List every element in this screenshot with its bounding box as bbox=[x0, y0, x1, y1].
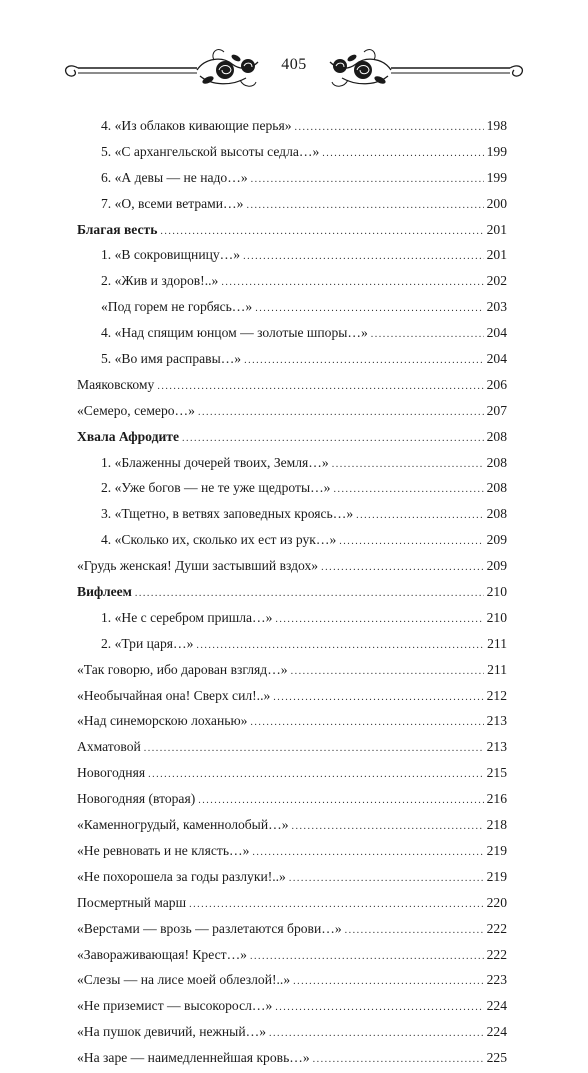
toc-entry bbox=[77, 657, 507, 683]
toc-entry bbox=[77, 734, 507, 760]
toc-entry bbox=[77, 320, 507, 346]
toc-entry-page: 202 bbox=[486, 273, 507, 289]
dot-leader bbox=[293, 969, 483, 995]
toc-entry bbox=[77, 242, 507, 268]
toc-entry-page: 206 bbox=[486, 376, 507, 392]
dot-leader bbox=[252, 840, 483, 866]
toc-entry-page: 212 bbox=[486, 687, 507, 703]
dot-leader bbox=[196, 633, 484, 659]
toc-entry-title: «Не ревновать и не клясть…» bbox=[77, 842, 250, 858]
toc-entry-title: 4. «Из облаков кивающие перья» bbox=[101, 118, 292, 133]
toc-entry-page: 209 bbox=[486, 558, 507, 574]
dot-leader bbox=[251, 167, 484, 193]
toc-entry-title: 3. «Тщетно, в ветвях заповедных кроясь…» bbox=[101, 506, 354, 522]
toc-entry bbox=[77, 683, 507, 709]
toc-entry bbox=[77, 553, 507, 579]
toc-entry-page: 198 bbox=[486, 118, 507, 133]
toc-entry-page: 224 bbox=[486, 998, 507, 1014]
toc-entry-title: Маяковскому bbox=[77, 376, 155, 392]
toc-entry bbox=[77, 967, 507, 993]
toc-entry-title: Хвала Афродите bbox=[77, 428, 179, 444]
toc-entry-page: 204 bbox=[486, 325, 507, 341]
dot-leader bbox=[371, 322, 484, 348]
page-number: 405 bbox=[281, 56, 307, 73]
toc-entry-page: 201 bbox=[486, 221, 507, 237]
toc-entry-page: 215 bbox=[486, 765, 507, 781]
dot-leader bbox=[243, 244, 484, 270]
toc-entry-title: Посмертный марш bbox=[77, 894, 187, 910]
toc-entry bbox=[77, 916, 507, 942]
toc-entry-page: 211 bbox=[487, 635, 507, 651]
dot-leader bbox=[221, 270, 483, 296]
toc-entry bbox=[77, 398, 507, 424]
toc-entry-page: 211 bbox=[487, 661, 507, 677]
toc-entry-page: 208 bbox=[486, 506, 507, 522]
toc-entry-title: 1. «В сокровищницу…» bbox=[101, 247, 241, 263]
dot-leader bbox=[250, 944, 484, 970]
toc-entry-page: 213 bbox=[486, 739, 507, 755]
toc-entry-title: Новогодняя bbox=[77, 765, 146, 781]
toc-entry-page: 208 bbox=[486, 428, 507, 444]
toc-entry bbox=[77, 1045, 507, 1071]
dot-leader bbox=[322, 141, 483, 167]
toc-entry bbox=[77, 864, 507, 890]
toc-entry bbox=[77, 113, 507, 139]
page-header bbox=[0, 0, 588, 100]
toc-entry-page: 225 bbox=[486, 1050, 507, 1066]
toc-entry bbox=[77, 786, 507, 812]
toc-entry-page: 224 bbox=[486, 1024, 507, 1040]
toc-entry-page: 223 bbox=[486, 972, 507, 988]
dot-leader bbox=[198, 788, 483, 814]
toc-entry-title: Новогодняя (вторая) bbox=[77, 791, 196, 807]
toc-entry-page: 218 bbox=[486, 817, 507, 833]
toc-entry-title: 1. «Не с серебром пришла…» bbox=[101, 609, 273, 625]
toc-entry-page: 207 bbox=[486, 402, 507, 418]
dot-leader bbox=[157, 374, 483, 400]
toc-entry-page: 200 bbox=[486, 195, 507, 211]
toc-entry-title: «Верстами — врозь — разлетаются брови…» bbox=[77, 920, 342, 936]
dot-leader bbox=[148, 762, 484, 788]
toc-entry bbox=[77, 708, 507, 734]
toc-entry bbox=[77, 268, 507, 294]
dot-leader bbox=[275, 995, 483, 1021]
toc-entry bbox=[77, 372, 507, 398]
dot-leader bbox=[295, 115, 484, 141]
toc-entry-title: «На заре — наимедленнейшая кровь…» bbox=[77, 1050, 310, 1066]
toc-entry bbox=[77, 838, 507, 864]
dot-leader bbox=[275, 607, 483, 633]
toc-entry bbox=[77, 527, 507, 553]
toc-entry-page: 204 bbox=[486, 351, 507, 367]
toc-entry-title: «Необычайная она! Сверх сил!..» bbox=[77, 687, 271, 703]
toc-entry-title: «Над синеморскою лоханью» bbox=[77, 713, 248, 729]
toc-entry bbox=[77, 1019, 507, 1045]
toc-entry-title: 7. «О, всеми ветрами…» bbox=[101, 195, 244, 211]
toc-entry-page: 220 bbox=[486, 894, 507, 910]
toc-entry-title: «Под горем не горбясь…» bbox=[101, 299, 253, 315]
dot-leader bbox=[321, 555, 484, 581]
toc-entry-page: 209 bbox=[486, 532, 507, 548]
toc-entry-title: 4. «Над спящим юнцом — золотые шпоры…» bbox=[101, 325, 368, 341]
toc-entry-page: 216 bbox=[486, 791, 507, 807]
toc-entry-title: 5. «С архангельской высоты седла…» bbox=[101, 143, 320, 159]
toc-entry-title: «Так говорю, ибо дарован взгляд…» bbox=[77, 661, 288, 677]
toc-entry-title: 1. «Блаженны дочерей твоих, Земля…» bbox=[101, 454, 329, 470]
toc-entry-page: 213 bbox=[486, 713, 507, 729]
toc-entry-title: Вифлеем bbox=[77, 584, 132, 600]
table-of-contents bbox=[77, 113, 507, 1071]
toc-entry-page: 203 bbox=[486, 299, 507, 315]
dot-leader bbox=[144, 736, 484, 762]
toc-entry bbox=[77, 812, 507, 838]
toc-entry-page: 201 bbox=[486, 247, 507, 263]
dot-leader bbox=[250, 710, 483, 736]
dot-leader bbox=[333, 477, 483, 503]
dot-leader bbox=[273, 685, 483, 711]
dot-leader bbox=[244, 348, 484, 374]
dot-leader bbox=[289, 866, 484, 892]
toc-entry-title: «Не приземист — высокоросл…» bbox=[77, 998, 273, 1014]
toc-entry-title: «Завораживающая! Крест…» bbox=[77, 946, 247, 962]
toc-entry-title: 2. «Жив и здоров!..» bbox=[101, 273, 219, 289]
dot-leader bbox=[198, 400, 484, 426]
dot-leader bbox=[291, 659, 485, 685]
toc-entry bbox=[77, 993, 507, 1019]
toc-entry bbox=[77, 165, 507, 191]
toc-entry-page: 210 bbox=[486, 584, 507, 600]
toc-entry-title: «Семеро, семеро…» bbox=[77, 402, 195, 418]
toc-entry-page: 210 bbox=[486, 609, 507, 625]
toc-entry-page: 199 bbox=[486, 143, 507, 159]
dot-leader bbox=[356, 503, 483, 529]
toc-entry bbox=[77, 294, 507, 320]
dot-leader bbox=[292, 814, 484, 840]
toc-entry-title: «На пушок девичий, нежный…» bbox=[77, 1024, 266, 1040]
dot-leader bbox=[160, 219, 483, 245]
dot-leader bbox=[246, 193, 483, 219]
toc-entry-page: 219 bbox=[486, 868, 507, 884]
toc-entry-page: 199 bbox=[486, 169, 507, 185]
toc-entry-page: 208 bbox=[486, 480, 507, 496]
toc-entry bbox=[77, 346, 507, 372]
toc-entry-title: 2. «Уже богов — не те уже щедроты…» bbox=[101, 480, 331, 496]
toc-entry bbox=[77, 605, 507, 631]
toc-entry bbox=[77, 475, 507, 501]
toc-entry bbox=[77, 631, 507, 657]
toc-entry bbox=[77, 890, 507, 916]
dot-leader bbox=[332, 452, 484, 478]
toc-entry bbox=[77, 139, 507, 165]
toc-entry-title: «Не похорошела за годы разлуки!..» bbox=[77, 868, 286, 884]
rose-vine-ornament-icon bbox=[0, 0, 588, 100]
dot-leader bbox=[269, 1021, 484, 1047]
toc-entry bbox=[77, 579, 507, 605]
toc-entry-title: 4. «Сколько их, сколько их ест из рук…» bbox=[101, 532, 337, 548]
toc-entry-title: 2. «Три царя…» bbox=[101, 635, 194, 651]
dot-leader bbox=[339, 529, 483, 555]
dot-leader bbox=[182, 426, 484, 452]
toc-entry bbox=[77, 450, 507, 476]
dot-leader bbox=[135, 581, 484, 607]
toc-entry bbox=[77, 942, 507, 968]
dot-leader bbox=[345, 918, 484, 944]
toc-entry bbox=[77, 501, 507, 527]
toc-entry-page: 222 bbox=[486, 920, 507, 936]
toc-entry-title: «Грудь женская! Души застывший вздох» bbox=[77, 558, 319, 574]
dot-leader bbox=[255, 296, 483, 322]
dot-leader bbox=[189, 892, 484, 918]
toc-entry-page: 219 bbox=[486, 842, 507, 858]
toc-entry-title: 6. «А девы — не надо…» bbox=[101, 169, 248, 185]
toc-entry-title: Ахматовой bbox=[77, 739, 141, 755]
toc-entry-title: «Слезы — на лисе моей облезлой!..» bbox=[77, 972, 291, 988]
toc-entry-title: «Каменногрудый, каменнолобый…» bbox=[77, 817, 289, 833]
toc-entry bbox=[77, 424, 507, 450]
toc-entry-page: 208 bbox=[486, 454, 507, 470]
toc-entry-title: 5. «Во имя расправы…» bbox=[101, 351, 242, 367]
toc-entry-page: 222 bbox=[486, 946, 507, 962]
toc-entry-title: Благая весть bbox=[77, 221, 158, 237]
toc-entry bbox=[77, 760, 507, 786]
toc-entry bbox=[77, 217, 507, 243]
toc-entry bbox=[77, 191, 507, 217]
dot-leader bbox=[313, 1047, 484, 1073]
